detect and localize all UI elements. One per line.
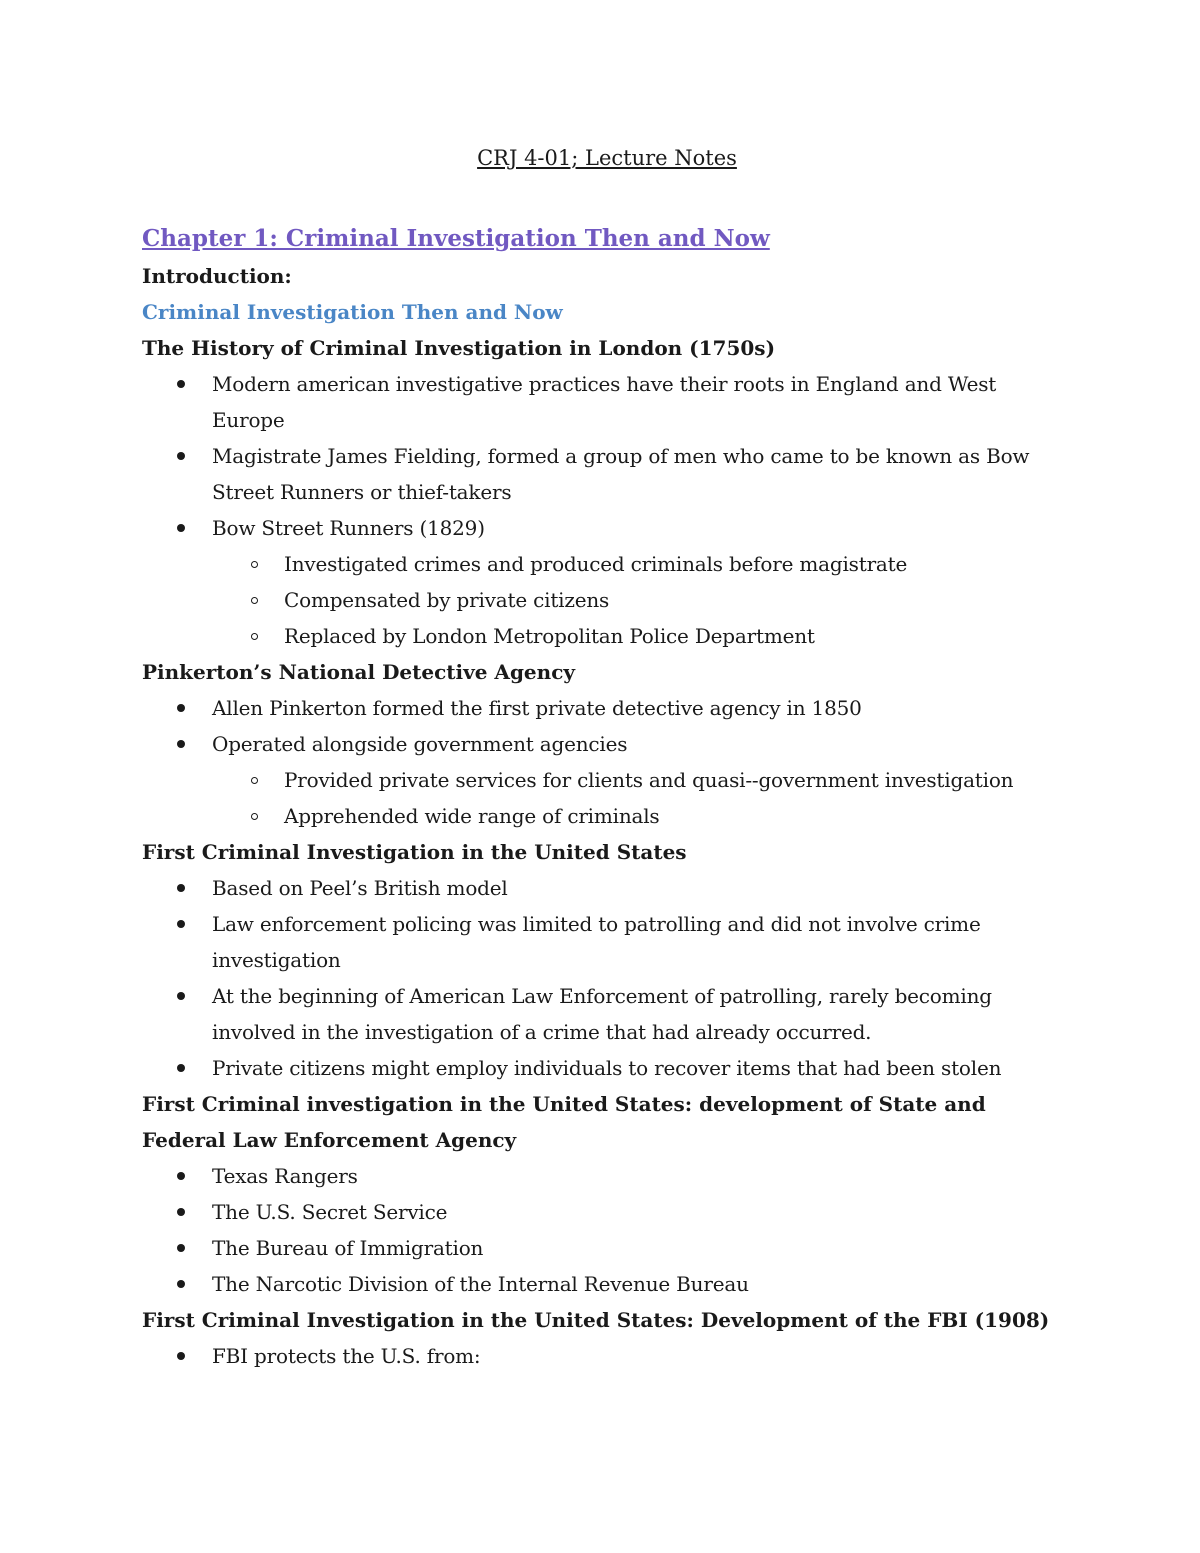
sub-list-item [284,582,1072,618]
bullet-list [142,690,1072,834]
list-item-text: Modern american investigative practices have their roots in England and West Europe [212,372,997,432]
section-heading: First Criminal Investigation in the United States: Development of the FBI (1908) [142,1308,1050,1332]
list-item [212,1158,1072,1194]
list-item-text: Private citizens might employ individuals to recover items that had been stolen [212,1056,1002,1080]
bullet-list [142,870,1072,1086]
sub-bullet-list [212,762,1072,834]
list-item [212,978,1072,1050]
list-item-text: Texas Rangers [212,1164,358,1188]
document-title: CRJ 4-01; Lecture Notes [477,146,737,170]
bullet-dot-icon [176,1194,186,1230]
list-item [212,1050,1072,1086]
bullet-dot-icon [176,690,186,726]
sub-list-item-text: Replaced by London Metropolitan Police Department [284,624,815,648]
sub-list-item-text: Compensated by private citizens [284,588,610,612]
list-item-text: Magistrate James Fielding, formed a group of men who came to be known as Bow Street Runners or thief-takers [212,444,1030,504]
list-item [212,1266,1072,1302]
introduction-label: Introduction: [142,264,292,288]
list-item [212,438,1072,510]
bullet-circle-icon [248,798,260,834]
sub-list-item [284,798,1072,834]
bullet-dot-icon [176,726,186,762]
bullet-list [142,1158,1072,1302]
list-item-text: Bow Street Runners (1829) [212,516,485,540]
bullet-dot-icon [176,1338,186,1374]
bullet-list [142,366,1072,654]
section-heading: Pinkerton’s National Detective Agency [142,660,575,684]
bullet-dot-icon [176,1050,186,1086]
bullet-list [142,1338,1072,1374]
list-item-text: FBI protects the U.S. from: [212,1344,481,1368]
bullet-dot-icon [176,438,186,474]
sub-list-item [284,546,1072,582]
sections-container [142,330,1072,1374]
section-heading: First Criminal Investigation in the United States [142,840,687,864]
list-item [212,1230,1072,1266]
bullet-circle-icon [248,582,260,618]
bullet-circle-icon [248,762,260,798]
bullet-dot-icon [176,906,186,942]
bullet-dot-icon [176,1266,186,1302]
list-item [212,1194,1072,1230]
sub-list-item-text: Provided private services for clients and quasi--government investigation [284,768,1014,792]
list-item [212,906,1072,978]
list-item [212,1338,1072,1374]
list-item-text: Based on Peel’s British model [212,876,508,900]
sub-bullet-list [212,546,1072,654]
sub-list-item [284,762,1072,798]
bullet-circle-icon [248,618,260,654]
list-item-text: Allen Pinkerton formed the first private detective agency in 1850 [212,696,862,720]
section-subheading: Criminal Investigation Then and Now [142,300,563,324]
bullet-dot-icon [176,978,186,1014]
sub-list-item-text: Investigated crimes and produced criminals before magistrate [284,552,908,576]
sub-list-item-text: Apprehended wide range of criminals [284,804,660,828]
list-item [212,690,1072,726]
bullet-dot-icon [176,870,186,906]
list-item [212,726,1072,834]
list-item [212,510,1072,654]
chapter-heading: Chapter 1: Criminal Investigation Then and Now [142,225,770,252]
list-item-text: Operated alongside government agencies [212,732,628,756]
list-item-text: At the beginning of American Law Enforcement of patrolling, rarely becoming involved in the investigation of a crime that had already occurred. [212,984,992,1044]
document-page [142,140,1072,1374]
bullet-dot-icon [176,1230,186,1266]
list-item-text: Law enforcement policing was limited to patrolling and did not involve crime investigation [212,912,981,972]
section-heading: The History of Criminal Investigation in London (1750s) [142,336,776,360]
bullet-dot-icon [176,366,186,402]
list-item-text: The Bureau of Immigration [212,1236,484,1260]
list-item-text: The Narcotic Division of the Internal Revenue Bureau [212,1272,749,1296]
bullet-circle-icon [248,546,260,582]
section-heading: First Criminal investigation in the United States: development of State and Federal Law Enforcement Agency [142,1092,986,1152]
list-item [212,870,1072,906]
bullet-dot-icon [176,510,186,546]
list-item [212,366,1072,438]
bullet-dot-icon [176,1158,186,1194]
sub-list-item [284,618,1072,654]
list-item-text: The U.S. Secret Service [212,1200,448,1224]
